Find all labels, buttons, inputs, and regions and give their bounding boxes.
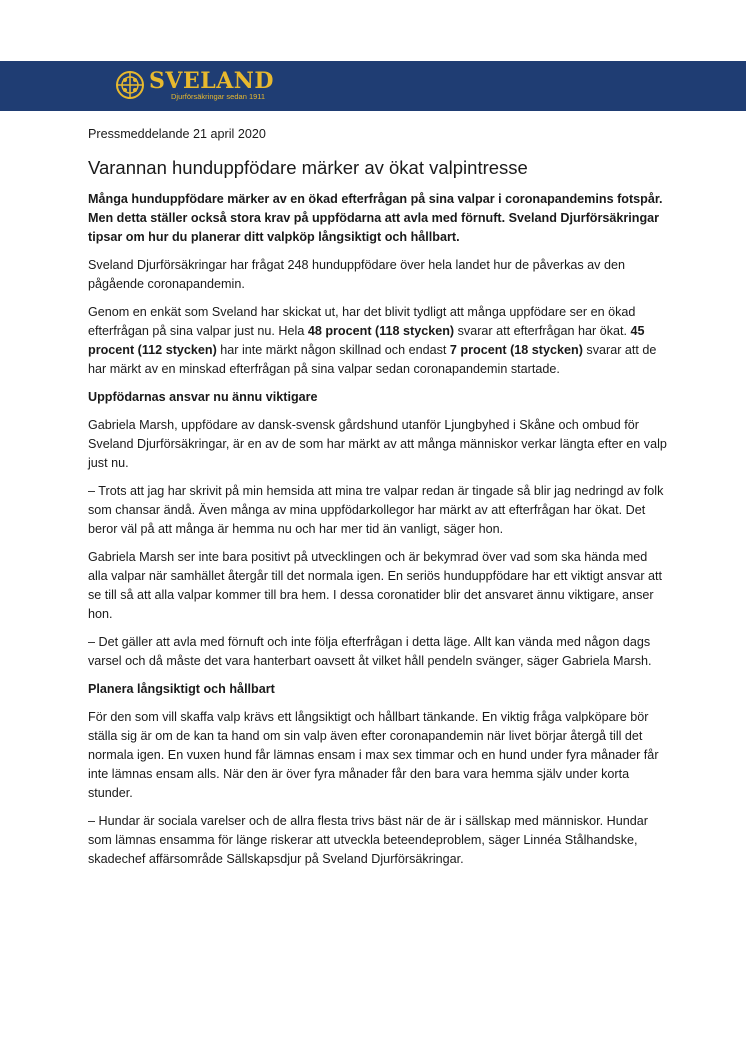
- paragraph-planning: För den som vill skaffa valp krävs ett långsiktigt och hållbart tänkande. En viktig fråga valpköpare bör ställa sig är om de kan ta hand om sin valp även efter coronapandemin när livet börjar återgå till det normala igen. En vuxen hund får lämnas ensam i max sex timmar och en hund under fyra månader får inte lämnas ensam alls. När den är över fyra månader får den bara vara hemma själv under korta stunder.: [88, 710, 659, 800]
- brand-logo[interactable]: [115, 70, 274, 101]
- paragraph-gabriela-concern: Gabriela Marsh ser inte bara positivt på utvecklingen och är bekymrad över vad som ska hända med alla valpar när samhället återgår till det normala igen. En seriös hunduppfödare har ett viktigt ansvar att se till så att alla valpar kommer till bra hem. I dessa coronatider blir det ansvaret ännu viktigare, anser hon.: [88, 550, 663, 621]
- paragraph-quote-3: – Hundar är sociala varelser och de allra flesta trivs bäst när de är i sällskap med människor. Hundar som lämnas ensamma för länge riskerar att utveckla beteendeproblem, säger Linnéa Stålhandske, skadechef affärsområde Sällskapsdjur på Sveland Djurförsäkringar.: [88, 814, 648, 866]
- survey-stat-increased: 48 procent (118 stycken): [307, 324, 455, 338]
- paragraph-gabriela-intro: Gabriela Marsh, uppfödare av dansk-svensk gårdshund utanför Ljungbyhed i Skåne och ombud för Sveland Djurförsäkringar, är en av de som har märkt av att många människor verkar längta efter en valp just nu.: [88, 418, 667, 470]
- press-release-body: [88, 120, 668, 878]
- survey-text-4: svarar att de har märkt av en minskad efterfrågan på sina valpar sedan coronapandemin startade.: [88, 343, 657, 376]
- page-title: Varannan hunduppfödare märker av ökat valpintresse: [88, 157, 528, 178]
- survey-text-2: svarar att efterfrågan har ökat.: [454, 324, 631, 338]
- heading-ansvar: Uppfödarnas ansvar nu ännu viktigare: [88, 390, 318, 404]
- brand-tagline: Djurförsäkringar sedan 1911: [171, 92, 266, 101]
- header-banner: [0, 61, 746, 111]
- paragraph-survey-intro: Sveland Djurförsäkringar har frågat 248 hunduppfödare över hela landet hur de påverkas av den pågående coronapandemin.: [88, 258, 625, 291]
- survey-text-3: har inte märkt någon skillnad och endast: [216, 343, 450, 357]
- brand-name: SVELAND: [149, 68, 274, 94]
- survey-text-1: Genom en enkät som Sveland har skickat ut, har det blivit tydligt att många uppfödare ser en ökad efterfrågan på sina valpar just nu. Hela: [88, 305, 636, 338]
- paragraph-survey-results: [88, 303, 668, 379]
- survey-stat-unchanged: 45 procent (112 stycken): [88, 324, 645, 357]
- survey-stat-decreased: 7 procent (18 stycken): [449, 343, 583, 357]
- sveland-emblem-icon: [115, 70, 145, 100]
- paragraph-quote-2: – Det gäller att avla med förnuft och inte följa efterfrågan i detta läge. Allt kan vända med någon dags varsel och då måste det vara hanterbart oavsett åt vilket håll pendeln svänger, säger Gabriela Marsh.: [88, 635, 652, 668]
- heading-planera: Planera långsiktigt och hållbart: [88, 682, 275, 696]
- dateline: Pressmeddelande 21 april 2020: [88, 127, 266, 141]
- paragraph-quote-1: – Trots att jag har skrivit på min hemsida att mina tre valpar redan är tingade så blir jag nedringd av folk som chansar ändå. Även många av mina uppfödarkollegor har märkt av att efterfrågan har ökat. Det beror väl på att många är hemma nu och har mer tid än vanligt, säger hon.: [88, 484, 664, 536]
- lead-paragraph: Många hunduppfödare märker av en ökad efterfrågan på sina valpar i coronapandemins fotspår. Men detta ställer också stora krav på uppfödarna att avla med förnuft. Sveland Djurförsäkringar tipsar om hur du planerar ditt valpköp långsiktigt och hållbart.: [88, 192, 663, 244]
